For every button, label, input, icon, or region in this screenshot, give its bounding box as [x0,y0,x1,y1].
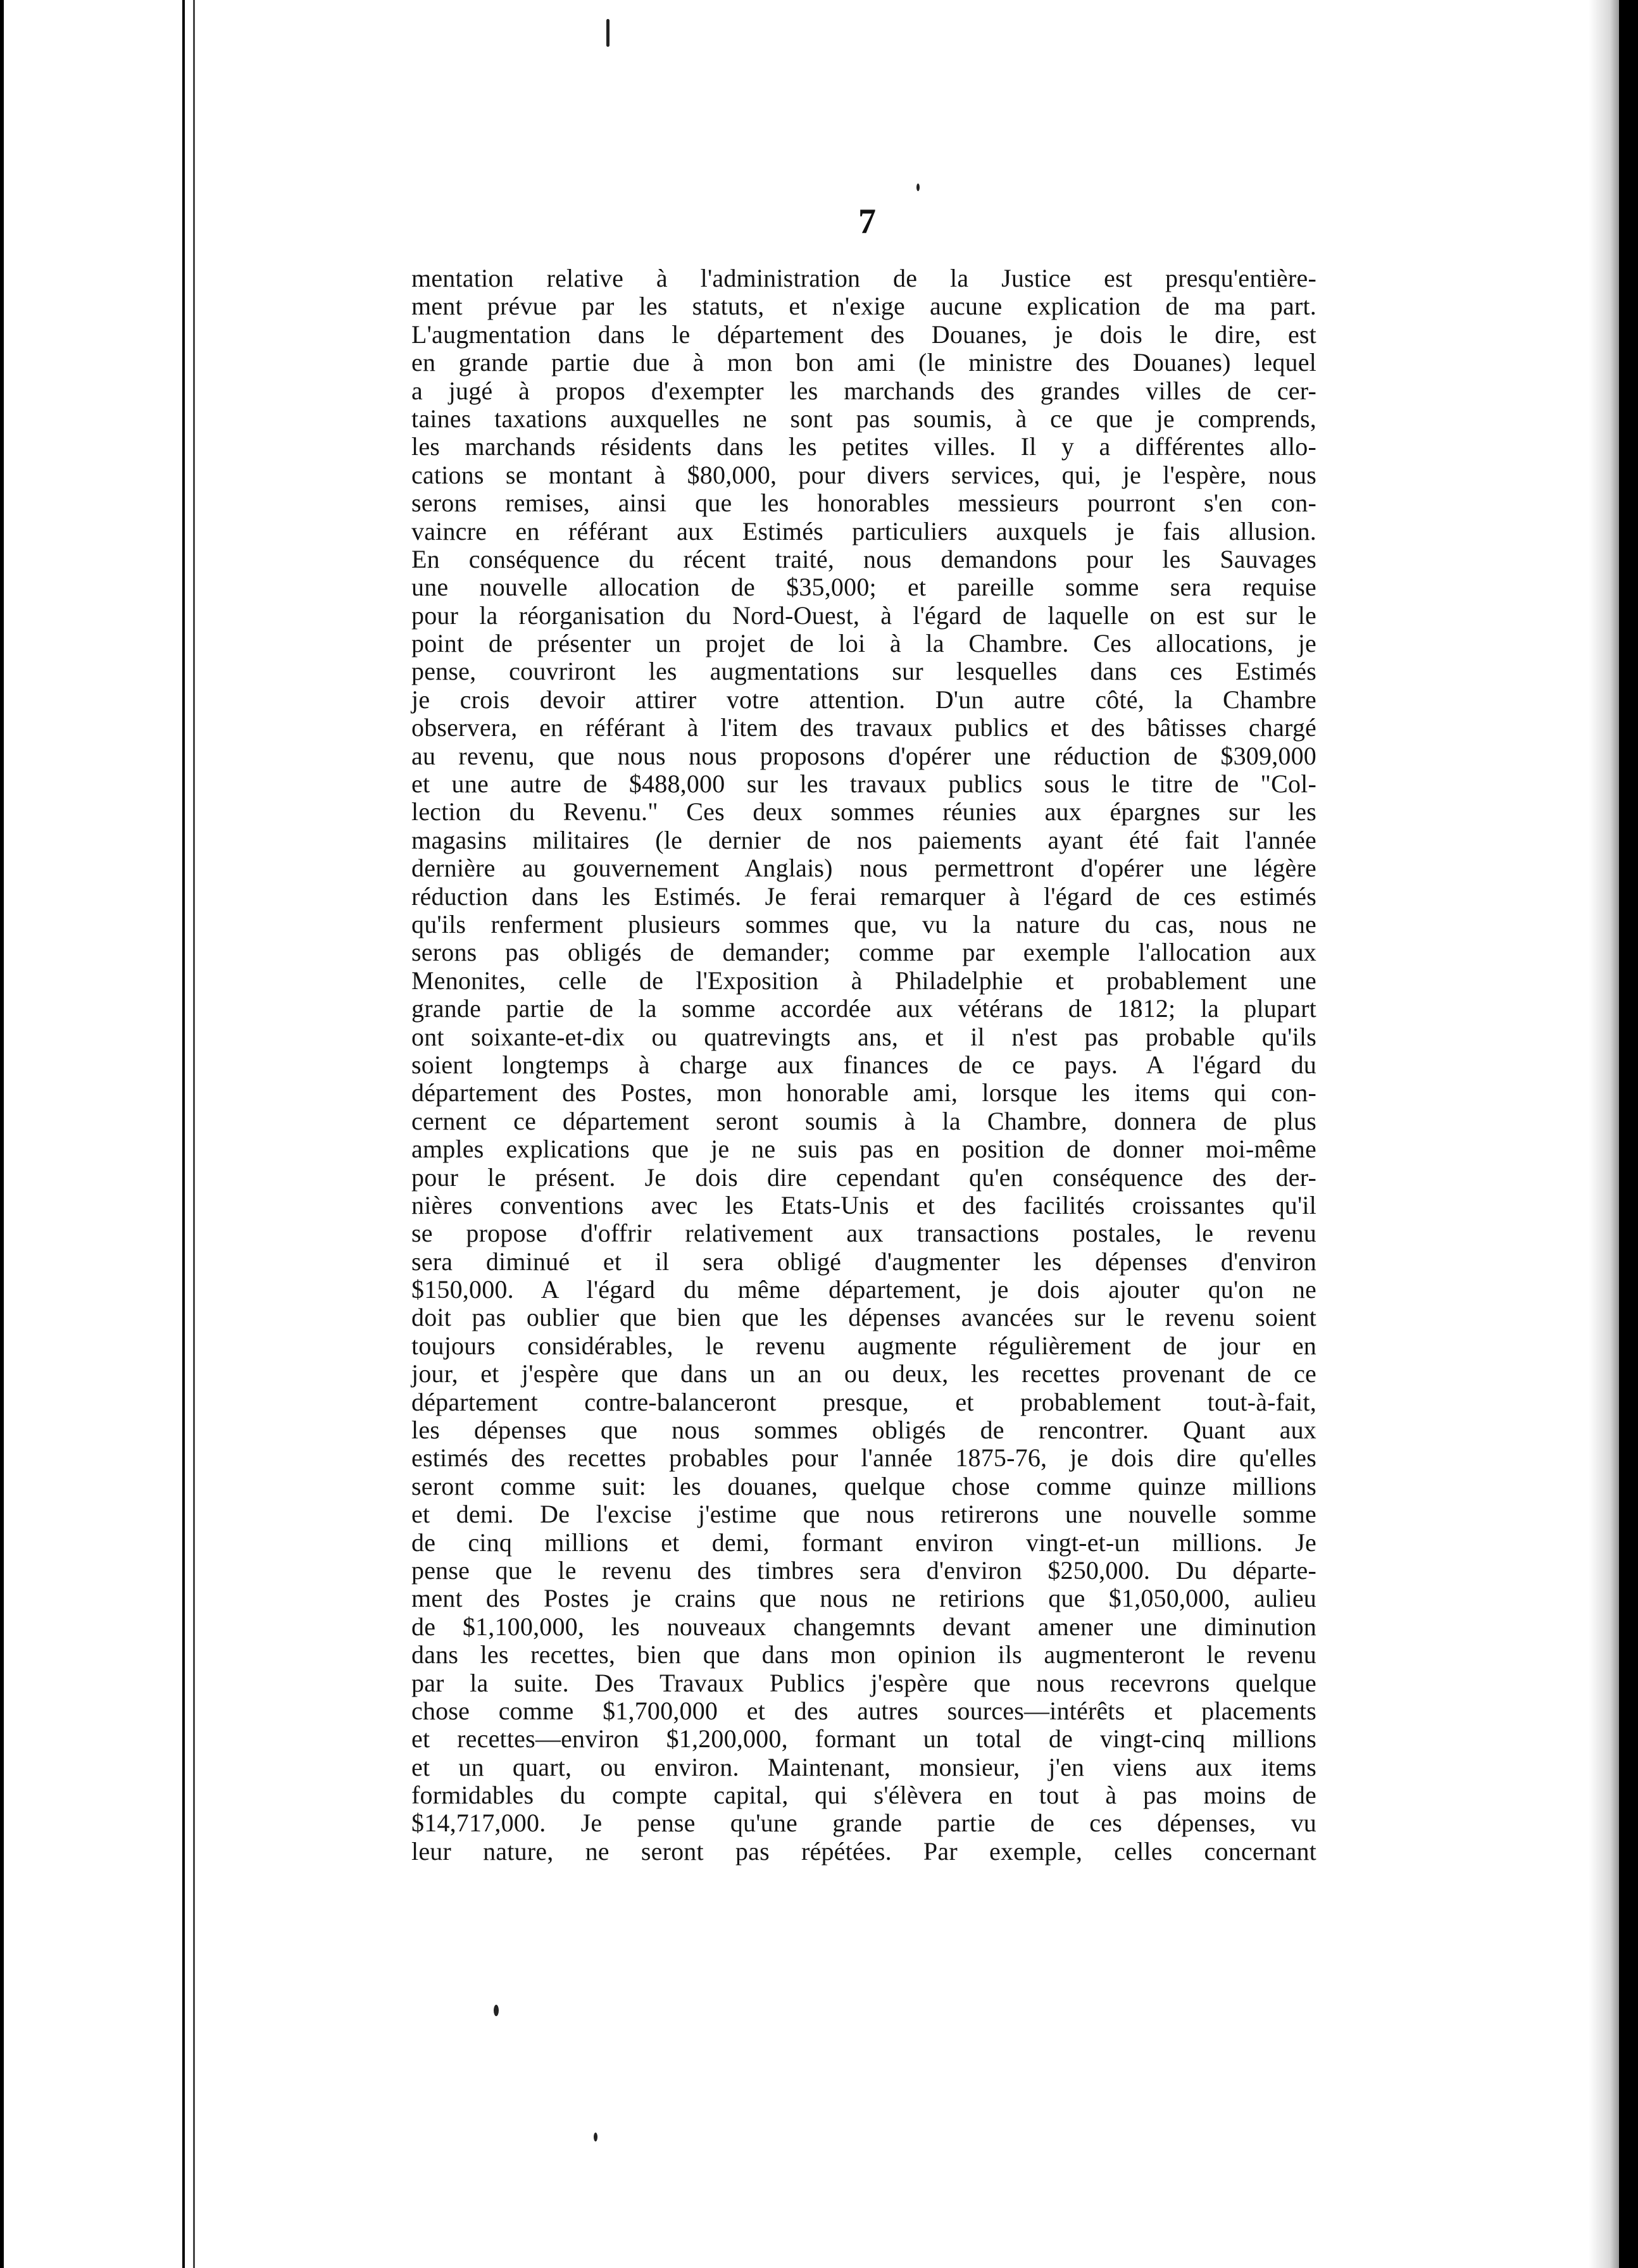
text-line: $150,000. A l'égard du même département, je dois ajouter qu'on ne [411,1275,1316,1304]
text-line: serons pas obligés de demander; comme par exemple l'allocation aux [411,938,1316,967]
text-line: et un quart, ou environ. Maintenant, monsieur, j'en viens aux items [411,1752,1316,1781]
page-number: 7 [858,202,876,241]
text-line: cations se montant à $80,000, pour divers services, qui, je l'espère, nous [411,460,1316,489]
text-line: L'augmentation dans le département des Douanes, je dois le dire, est [411,320,1316,349]
scan-left-edge [0,0,4,2268]
text-line: serons remises, ainsi que les honorables messieurs pourront s'en con- [411,489,1316,518]
text-line: ment prévue par les statuts, et n'exige aucune explication de ma part. [411,292,1316,321]
text-line: estimés des recettes probables pour l'année 1875-76, je dois dire qu'elles [411,1443,1316,1473]
text-line: seront comme suit: les douanes, quelque chose comme quinze millions [411,1471,1316,1500]
text-line: chose comme $1,700,000 et des autres sources—intérêts et placements [411,1696,1316,1725]
scan-right-shadow [1589,0,1619,2268]
text-line: au revenu, que nous nous proposons d'opérer une réduction de $309,000 [411,741,1316,770]
text-line: $14,717,000. Je pense qu'une grande partie de ces dépenses, vu [411,1809,1316,1838]
text-line: dernière au gouvernement Anglais) nous permettront d'opérer une légère [411,854,1316,883]
text-line: se propose d'offrir relativement aux transactions postales, le revenu [411,1219,1316,1248]
text-line: en grande partie due à mon bon ami (le ministre des Douanes) lequel [411,348,1316,377]
text-line: et recettes—environ $1,200,000, formant un total de vingt-cinq millions [411,1724,1316,1754]
text-line: dans les recettes, bien que dans mon opinion ils augmenteront le revenu [411,1640,1316,1669]
text-line: toujours considérables, le revenu augmente régulièrement de jour en [411,1331,1316,1360]
text-line: qu'ils renferment plusieurs sommes que, vu la nature du cas, nous ne [411,909,1316,938]
scan-right-edge [1619,0,1638,2268]
text-line: par la suite. Des Travaux Publics j'espère que nous recevrons quelque [411,1668,1316,1697]
scan-speck [606,19,610,47]
page-gutter-line-inner [193,0,195,2268]
text-line: département contre-balanceront presque, et probablement tout-à-fait, [411,1387,1316,1416]
text-line: a jugé à propos d'exempter les marchands des grandes villes de cer- [411,376,1316,405]
text-line: réduction dans les Estimés. Je ferai remarquer à l'égard de ces estimés [411,882,1316,911]
text-line: nières conventions avec les Etats-Unis et des facilités croissantes qu'il [411,1190,1316,1219]
page-gutter-line [182,0,185,2268]
text-line: observera, en référant à l'item des travaux publics et des bâtisses chargé [411,713,1316,742]
text-line: je crois devoir attirer votre attention. D'un autre côté, la Chambre [411,685,1316,714]
text-line: jour, et j'espère que dans un an ou deux, les recettes provenant de ce [411,1359,1316,1388]
text-line: les marchands résidents dans les petites villes. Il y a différentes allo- [411,432,1316,461]
text-line: soient longtemps à charge aux finances de ce pays. A l'égard du [411,1050,1316,1079]
text-line: taines taxations auxquelles ne sont pas soumis, à ce que je comprends, [411,404,1316,433]
text-line: ont soixante-et-dix ou quatrevingts ans, et il n'est pas probable qu'ils [411,1022,1316,1051]
text-line: département des Postes, mon honorable ami, lorsque les items qui con- [411,1078,1316,1107]
text-line: doit pas oublier que bien que les dépenses avancées sur le revenu soient [411,1303,1316,1332]
text-line: magasins militaires (le dernier de nos paiements ayant été fait l'année [411,825,1316,854]
text-line: leur nature, ne seront pas répétées. Par exemple, celles concernant [411,1836,1316,1866]
text-line: les dépenses que nous sommes obligés de rencontrer. Quant aux [411,1416,1316,1445]
body-paragraph [411,265,1316,1866]
text-line: lection du Revenu." Ces deux sommes réunies aux épargnes sur les [411,797,1316,826]
text-line: pour le présent. Je dois dire cependant qu'en conséquence des der- [411,1162,1316,1192]
scan-speck [494,2005,499,2016]
text-line: sera diminué et il sera obligé d'augmenter les dépenses d'environ [411,1247,1316,1276]
text-line: pour la réorganisation du Nord-Ouest, à l'égard de laquelle on est sur le [411,601,1316,630]
text-line: de cinq millions et demi, formant environ vingt-et-un millions. Je [411,1528,1316,1557]
text-line: pense que le revenu des timbres sera d'environ $250,000. Du départe- [411,1555,1316,1585]
text-line: point de présenter un projet de loi à la Chambre. Ces allocations, je [411,629,1316,658]
text-line: vaincre en référant aux Estimés particuliers auxquels je fais allusion. [411,516,1316,545]
text-line: amples explications que je ne suis pas en position de donner moi-même [411,1135,1316,1164]
text-line: grande partie de la somme accordée aux vétérans de 1812; la plupart [411,994,1316,1023]
text-line: formidables du compte capital, qui s'élèvera en tout à pas moins de [411,1781,1316,1810]
text-line: et une autre de $488,000 sur les travaux publics sous le titre de "Col- [411,770,1316,799]
text-line: En conséquence du récent traité, nous demandons pour les Sauvages [411,544,1316,573]
text-line: de $1,100,000, les nouveaux changemnts devant amener une diminution [411,1612,1316,1641]
text-line: pense, couvriront les augmentations sur lesquelles dans ces Estimés [411,657,1316,686]
text-line: ment des Postes je crains que nous ne retirions que $1,050,000, aulieu [411,1584,1316,1613]
text-line: mentation relative à l'administration de la Justice est presqu'entière- [411,264,1316,292]
scan-speck [916,184,920,191]
text-line: cernent ce département seront soumis à la Chambre, donnera de plus [411,1106,1316,1135]
text-line: une nouvelle allocation de $35,000; et pareille somme sera requise [411,573,1316,602]
text-line: Menonites, celle de l'Exposition à Philadelphie et probablement une [411,966,1316,995]
text-line: et demi. De l'excise j'estime que nous retirerons une nouvelle somme [411,1500,1316,1529]
scan-speck [594,2133,597,2141]
